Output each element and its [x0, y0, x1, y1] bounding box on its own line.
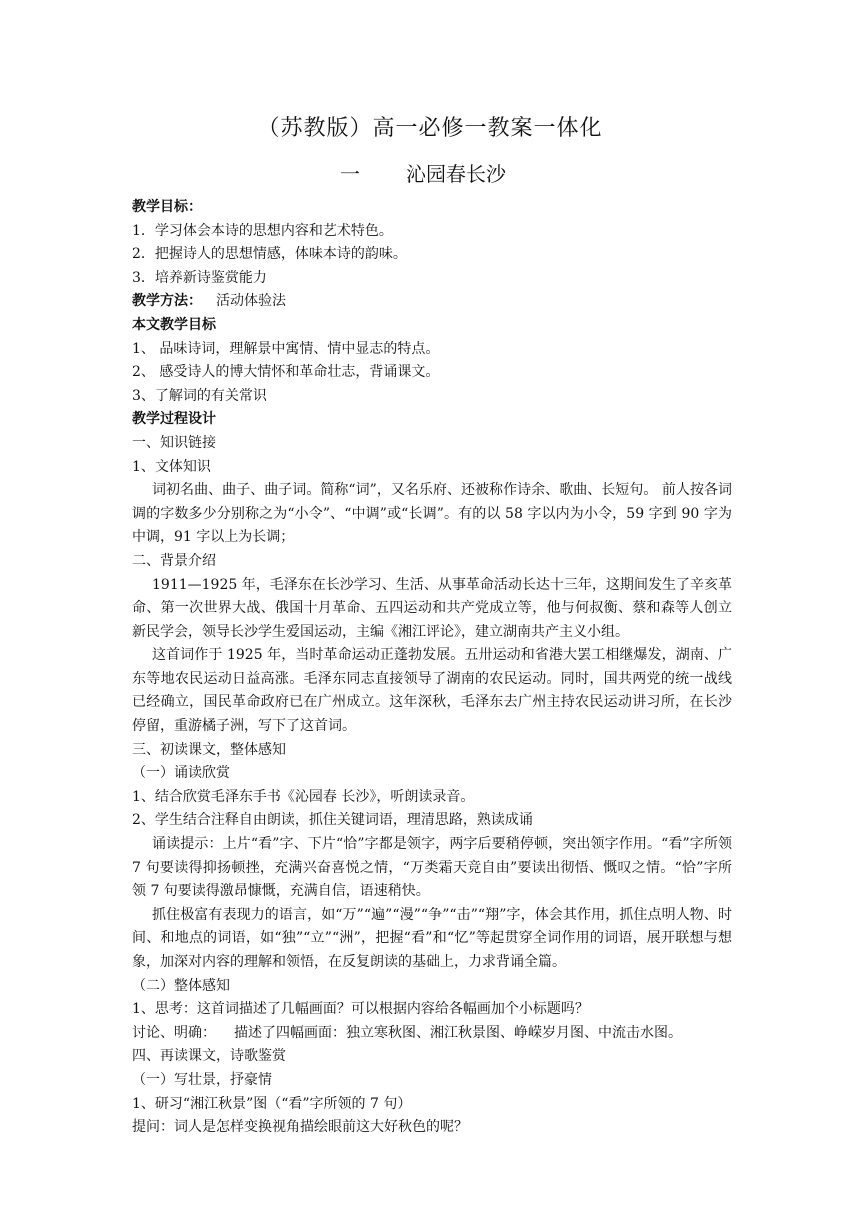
heading-text-goals: 本文教学目标 [132, 316, 216, 333]
text-goal-item: 2、 感受诗人的博大情怀和革命壮志，背诵课文。 [132, 364, 440, 381]
paragraph-background: 1911—1925 年，毛泽东在长沙学习、生活、从事革命活动长达十三年，这期间发生了辛亥革命、第一次世界大战、俄国十月革命、五四运动和共产党成立等，他与何叔衡、蔡和森等人创立新民学会，领导长沙学生爱国运动，主编《湘江评论》，建立湖南共产主义小组。 [132, 576, 732, 640]
lesson-title [340, 160, 506, 188]
goal-item: 2．把握诗人的思想情感，体味本诗的韵味。 [132, 246, 407, 263]
paragraph-genre: 词初名曲、曲子、曲子词。简称“词”，又名乐府、还被称作诗余、歌曲、长短句。 前人按各词调的字数多少分别称之为“小令”、“中调”或“长调”。有的以 58 字以内为小令，59 字到 90 字为中调，91 字以上为长调； [132, 482, 732, 546]
section-heading: 二、背景介绍 [132, 552, 216, 569]
section-heading: 一、知识链接 [132, 434, 216, 451]
discussion-line [132, 1022, 732, 1046]
paragraph-background: 这首词作于 1925 年，当时革命运动正蓬勃发展。五卅运动和省港大罢工相继爆发，湖南、广东等地农民运动日益高涨。毛泽东同志直接领导了湖南的农民运动。同时，国共两党的统一战线已经确立，国民革命政府已在广州成立。这年深秋，毛泽东去广州主持农民运动讲习所，在长沙停留，重游橘子洲，写下了这首词。 [132, 647, 732, 735]
paragraph-language: 抓住极富有表现力的语言，如“万”“遍”“漫”“争”“击”“翔”字，体会其作用，抓住点明人物、时间、和地点的词语，如“独”“立”“洲”，把握“看”和“忆”等起贯穿全词作用的词语，展开联想与想象，加深对内容的理解和领悟，在反复朗读的基础上，力求背诵全篇。 [132, 906, 732, 970]
page-title: （苏教版）高一必修一教案一体化 [257, 116, 603, 141]
goal-item: 3．培养新诗鉴赏能力 [132, 269, 267, 286]
list-item: 1、研习“湘江秋景”图（“看”字所领的 7 句） [132, 1095, 412, 1112]
text-goal-item: 1、 品味诗词，理解景中寓情、情中显志的特点。 [132, 340, 440, 357]
heading-method: 教学方法： [132, 293, 202, 310]
section-heading: 四、再读课文，诗歌鉴赏 [132, 1048, 286, 1065]
section-heading: 三、初读课文，整体感知 [132, 741, 286, 758]
discussion-text: 描述了四幅画面：独立寒秋图、湘江秋景图、峥嵘岁月图、中流击水图。 [234, 1024, 682, 1041]
goal-item: 1．学习体会本诗的思想内容和艺术特色。 [132, 222, 393, 239]
heading-process: 教学过程设计 [132, 411, 216, 428]
paragraph-reading-tips: 诵读提示：上片“看”字、下片“恰”字都是领字，两字后要稍停顿，突出领字作用。“看”字所领 7 句要读得抑扬顿挫，充满兴奋喜悦之情，“万类霜天竞自由”要读出彻悟、慨叹之情。“恰”字所领 7 句要读得激昂慷慨，充满自信，语速稍快。 [132, 836, 732, 900]
list-item: 1、思考：这首词描述了几幅画面？可以根据内容给各幅画加个小标题吗？ [132, 1001, 589, 1018]
text-goal-item: 3、了解词的有关常识 [132, 387, 267, 404]
method-text: 活动体验法 [216, 293, 286, 310]
list-item: 1、结合欣赏毛泽东手书《沁园春 长沙》，听朗读录音。 [132, 788, 475, 805]
lesson-number: 一 [340, 162, 360, 186]
list-item: 2、学生结合注释自由朗读，抓住关键词语，理清思路，熟读成诵 [132, 812, 533, 829]
subsection-heading: （二）整体感知 [132, 977, 230, 994]
subsection-heading: （一）写壮景，抒豪情 [132, 1071, 272, 1088]
method-line [132, 290, 732, 314]
subsection-heading: 1、文体知识 [132, 458, 211, 475]
document-body [132, 196, 732, 1140]
discussion-label: 讨论、明确： [132, 1024, 216, 1041]
heading-goals: 教学目标： [132, 199, 202, 215]
lesson-name: 沁园春长沙 [406, 162, 506, 186]
question-line: 提问：词人是怎样变换视角描绘眼前这大好秋色的呢？ [132, 1119, 468, 1136]
subsection-heading: （一）诵读欣赏 [132, 765, 230, 782]
